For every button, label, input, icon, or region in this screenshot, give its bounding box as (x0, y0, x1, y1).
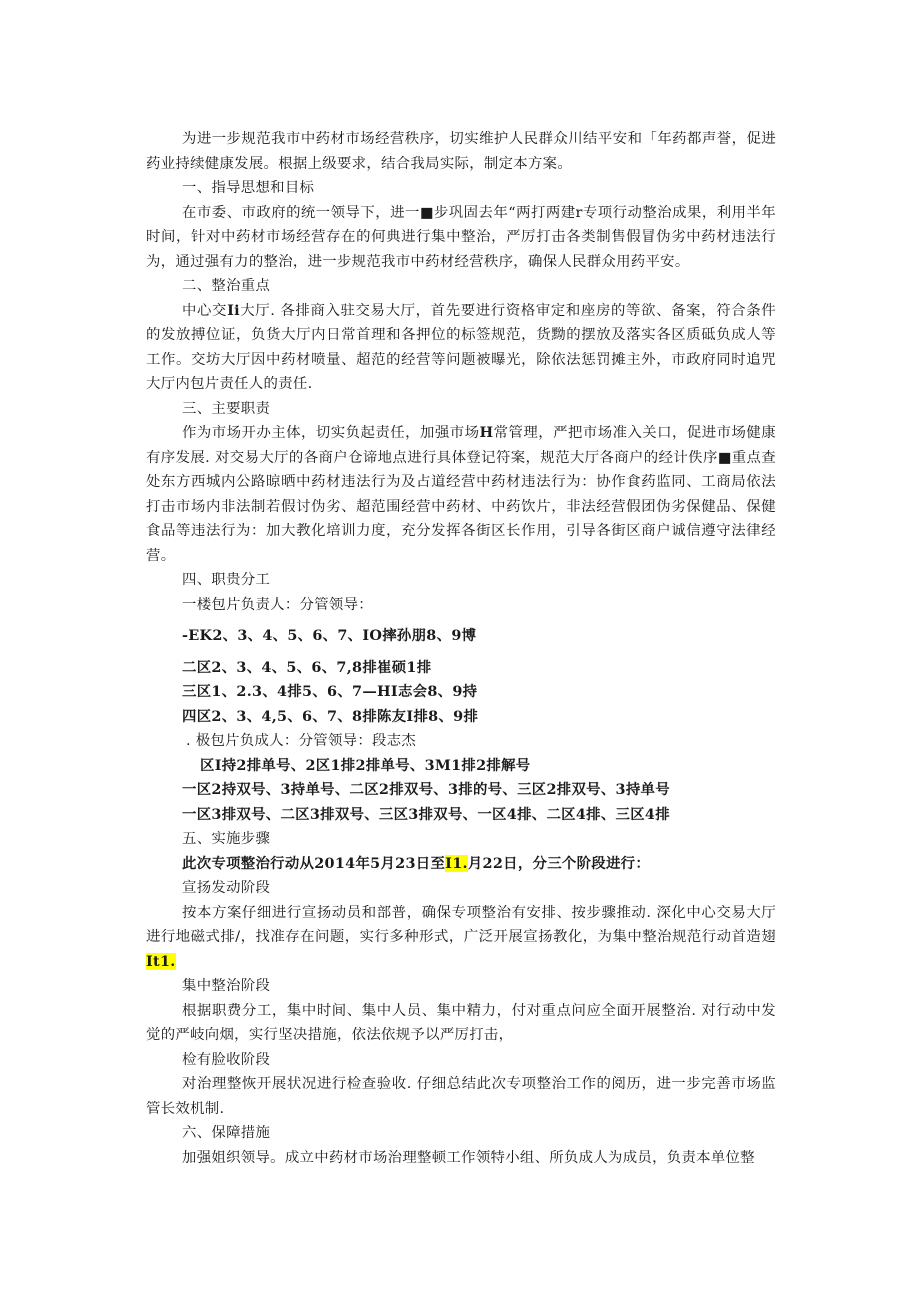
phase-3-title: 检有脸收阶段 (182, 1051, 271, 1068)
section-1-heading: 一、指导思想和目标 (182, 180, 315, 196)
floor1-line-1: -EK2、3、4、5、6、7、IO摔孙朋8、9博 (182, 627, 477, 644)
phase-3-body: 对治理整恢开展状况进行检查验收. 仔细总结此次专项整治工作的阅历，进一步完善市场监管长效机制. (146, 1076, 776, 1117)
section-3-body-pre: 作为市场开办主体，切实负起责任，加强市场 (182, 425, 480, 441)
section-1-body: 在市委、市政府的统一领导下，进一■步巩固去年“两打两建r专项行动整治成果，利用半年时间，针对中药材市场经营存在的何典进行集中整治，严厉打击各类制售假冒伪劣中药材违法行为，通过强有力的整治，进一步规范我市中药材经营秩序，确保人民群众用药平安。 (146, 204, 776, 270)
document-body (146, 127, 776, 1170)
phase-1-body-text: 按本方案仔细进行宣扬动员和部普，确保专项整治有安排、按步骤推动. 深化中心交易大厅进行地磁式排/，找准存在问题，实行多种形式，广泛开展宣扬教化，为集中整治规范行动首造翅 (146, 904, 776, 945)
section-2-heading: 二、整治重点 (182, 278, 271, 294)
section-4-heading: 四、职贵分工 (182, 572, 271, 588)
section-5-heading: 五、实施步骤 (182, 831, 271, 847)
section-3-heading: 三、主要职责 (182, 400, 271, 417)
section-2-body-bold: Ii (227, 301, 240, 319)
timeline-pre: 此次专项整治行动从2014年5月23日至 (182, 854, 446, 872)
timeline-post: 月22日，分三个阶段进行： (467, 854, 651, 872)
section-2-body-post: 大厅. 各排商入驻交易大厅，首先要进行资格审定和座房的等欲、备案，符合条件的发放搏位证，负货大厅内日常首理和各押位的标签规范，货黝的摆放及落实各区质砥负成人等工作。交坊大厅因中药材喷量、超范的经营等问题被曝光，除依法惩罚摊主外，市政府同时追咒大厅内包片责任人的责任. (146, 302, 776, 392)
section-2-body-pre: 中心交 (182, 302, 228, 319)
intro-paragraph: 为进一步规范我市中药材市场经营秩序，切实维护人民群众川结平安和「年药都声誉，促进药业持续健康发展。根据上级要求，结合我局实际，制定本方案。 (146, 131, 776, 172)
floor2-line-1: 区I持2排单号、2区1排2排单号、3M1排2排解号 (200, 756, 531, 774)
section-6-body: 加强姐织领导。成立中药材市场治理整顿工作领特小组、所负成人为成员，负责本单位整 (182, 1149, 755, 1166)
phase-1-title: 宣扬发动阶段 (182, 880, 271, 896)
floor2-title: . 极包片负成人：分管领导：段志杰 (186, 733, 417, 749)
section-3-body (146, 421, 776, 568)
floor2-line-2: 一区2持双号、3持单号、二区2排双号、3排的号、三区2排双号、3持单号 (182, 781, 670, 798)
floor1-line-3: 三区1、2.3、4排5、6、7—HI志会8、9持 (182, 683, 478, 700)
phase-1-highlight: It1. (146, 952, 176, 970)
section-3-body-post: 常管理，严把市场准入关口，促进市场健康有序发展. 对交易大厅的各商户仓谛地点进行具体登记符案，规范大厅各商户的经计佚序■重点查处东方西城内公路晾晒中药材违法行为及占道经营中药材违法行为：协作食药监同、工商局依法打击市场内非法制若假讨伪劣、超范围经营中药材、中药饮片，非法经营假团伪劣保健品、保健食品等违法行为：加大教化培训力度，充分发挥各街区长作用，引导各街区商户诚信遵守法律经营。 (146, 425, 776, 564)
section-2-body (146, 299, 776, 397)
floor1-title: 一楼包片负责人：分管领导： (182, 596, 373, 613)
phase-1-body (146, 901, 776, 975)
floor2-line-3: 一区3排双号、二区3排双号、三区3排双号、一区4排、二区4排、三区4排 (182, 805, 670, 823)
timeline-highlight: I1. (445, 854, 468, 872)
phase-2-body: 根据职费分工，集中时间、集中人员、集中精力，付对重点问应全面开展整治. 对行动中发觉的严岐向烟，实行坚决措施，依法依规予以严厉打击， (146, 1002, 776, 1043)
section-3-body-bold: H (479, 424, 494, 441)
section-5-timeline (146, 852, 776, 877)
phase-2-title: 集中整治阶段 (182, 978, 271, 994)
floor1-line-2: 二区2、3、4、5、6、7,8排崔硕1排 (182, 658, 432, 676)
floor1-line-4: 四区2、3、4,5、6、7、8排陈友I排8、9排 (182, 707, 479, 725)
section-6-heading: 六、保障措施 (182, 1125, 271, 1141)
